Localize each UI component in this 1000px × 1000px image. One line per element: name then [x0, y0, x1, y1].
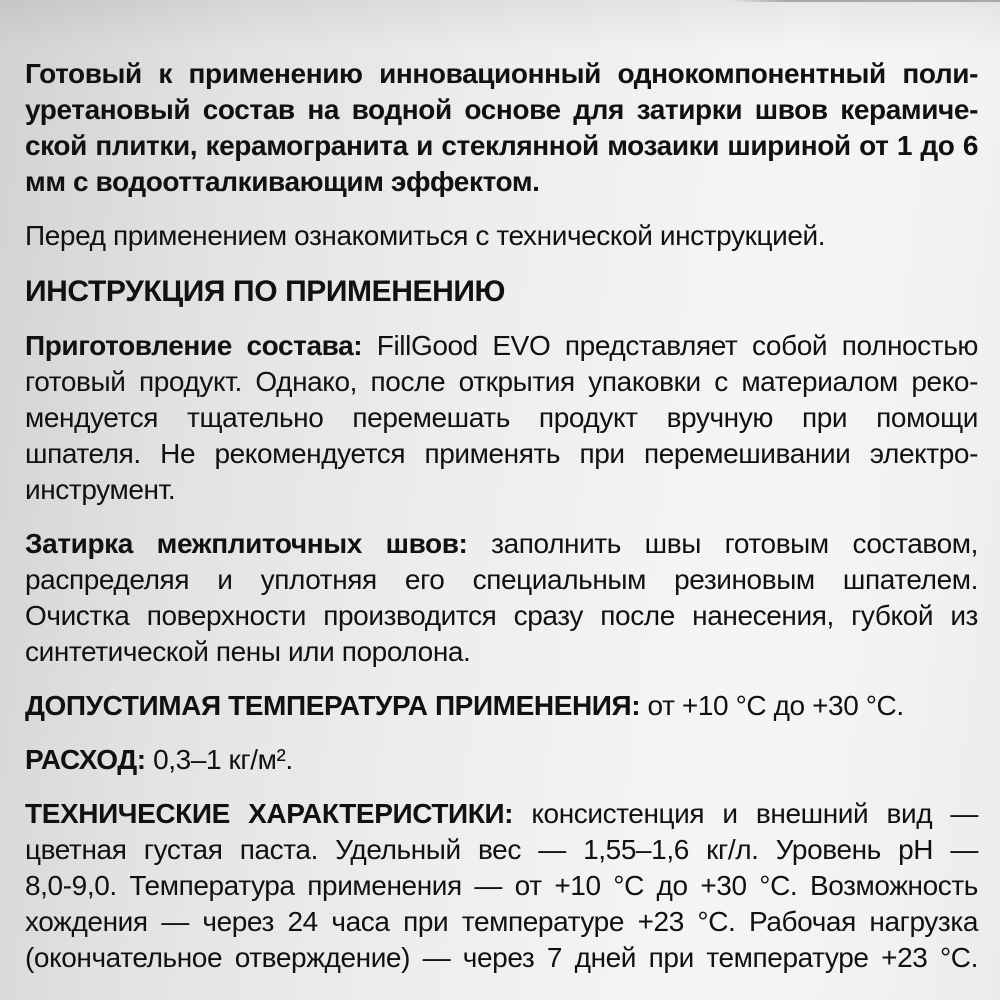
section-heading-instructions [25, 272, 978, 312]
text-line: Приготовление состава: FillGood EVO представляет собой полностью [25, 330, 978, 361]
text-line: РАСХОД: 0,3–1 кг/м². [25, 744, 293, 775]
text-line: инструмент. [25, 474, 176, 505]
text-line: ДОПУСТИМАЯ ТЕМПЕРАТУРА ПРИМЕНЕНИЯ: от +10 °С до +30 °С. [25, 690, 904, 721]
bold-lead-in: Приготовление состава: [25, 330, 363, 361]
product-description [25, 56, 978, 200]
bold-lead-in: ДОПУСТИМАЯ ТЕМПЕРАТУРА ПРИМЕНЕНИЯ: [25, 690, 641, 721]
text-line: хождения — через 24 часа при температуре +23 °С. Рабочая нагрузка [25, 906, 978, 937]
text-line: мендуется тщательно перемешать продукт вручную при помощи [25, 402, 978, 433]
bold-lead-in: Затирка межплиточных швов: [25, 528, 468, 559]
text-line: Затирка межплиточных швов: заполнить швы готовым составом, [25, 528, 978, 559]
bold-lead-in: ТЕХНИЧЕСКИЕ ХАРАКТЕРИСТИКИ: [25, 798, 514, 829]
text-line: Очистка поверхности производится сразу после нанесения, губкой из [25, 600, 978, 631]
text-line: уретановый состав на водной основе для затирки швов керамиче- [25, 94, 978, 125]
text-line: синтетической пены или поролона. [25, 636, 471, 667]
text-line: шпателя. Не рекомендуется применять при перемешивании электро- [25, 438, 978, 469]
text-line: 8,0-9,0. Температура применения — от +10 °С до +30 °С. Возможность [25, 870, 978, 901]
text-line: цветная густая паста. Удельный вес — 1,55–1,6 кг/л. Уровень pH — [25, 834, 978, 865]
bold-lead-in: РАСХОД: [25, 744, 146, 775]
consumption-line [25, 742, 978, 778]
text-line: Готовый к применению инновационный однокомпонентный поли- [25, 58, 978, 89]
grouting-paragraph [25, 526, 978, 670]
text-line: распределяя и уплотняя его специальным резиновым шпателем. [25, 564, 978, 595]
text-line: ской плитки, керамогранита и стеклянной мозаики шириной от 1 до 6 [25, 130, 978, 161]
pre-use-note [25, 218, 978, 254]
technical-characteristics-paragraph [25, 796, 978, 976]
temperature-line [25, 688, 978, 724]
text-line: (окончательное отверждение) — через 7 дней при температуре +23 °С. [25, 942, 978, 973]
text-line: ИНСТРУКЦИЯ ПО ПРИМЕНЕНИЮ [25, 275, 506, 308]
preparation-paragraph [25, 328, 978, 508]
text-line: ТЕХНИЧЕСКИЕ ХАРАКТЕРИСТИКИ: консистенция и внешний вид — [25, 798, 978, 829]
text-line: мм с водоотталкивающим эффектом. [25, 166, 540, 197]
text-line: готовый продукт. Однако, после открытия упаковки с материалом реко- [25, 366, 978, 397]
top-edge-shadow [730, 0, 1000, 2]
text-line: Перед применением ознакомиться с технической инструкцией. [25, 220, 826, 251]
